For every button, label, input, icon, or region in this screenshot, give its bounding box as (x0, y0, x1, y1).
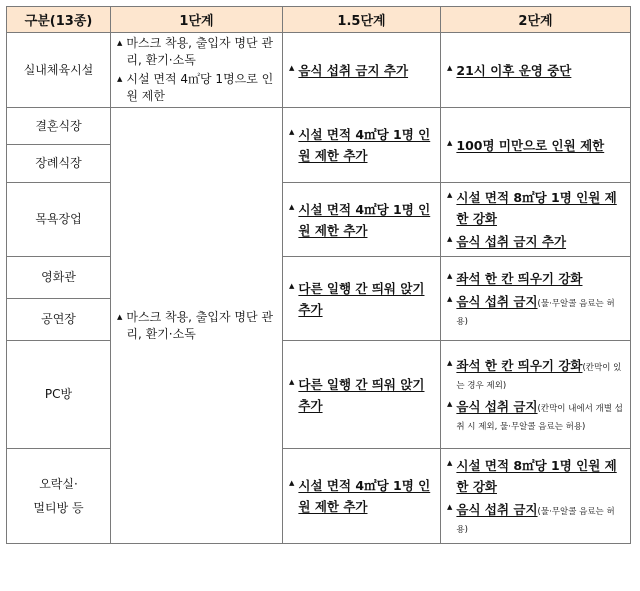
bullet-icon: ▲ (447, 191, 453, 199)
step2-wedding-funeral: ▲ 100명 미만으로 인원 제한 (441, 108, 631, 183)
step15-karaoke: ▲ 시설 면적 4㎡당 1명 인원 제한 추가 (283, 449, 441, 544)
bullet-icon: ▲ (447, 358, 453, 367)
step15-cinema-theater: ▲ 다른 일행 간 띄워 앉기 추가 (283, 257, 441, 341)
header-step15: 1.5단계 (283, 7, 441, 33)
step2-cinema-theater: ▲ 좌석 한 칸 띄우기 강화 ▲ 음식 섭취 금지(물·무알콜 음료는 허용) (441, 257, 631, 341)
bullet-icon: ▲ (289, 202, 295, 211)
header-row (7, 7, 631, 33)
step2-pcroom: ▲ 좌석 한 칸 띄우기 강화(칸막이 있는 경우 제외) ▲ 음식 섭취 금지(칸막이 내에서 개별 섭취 시 제외, 물·무알콜 음료는 허용) (441, 341, 631, 449)
table-row (7, 257, 631, 299)
step15-indoor-sports: ▲ 음식 섭취 금지 추가 (283, 33, 441, 108)
bullet-icon: ▲ (289, 377, 295, 386)
bullet-icon: ▲ (447, 399, 453, 408)
regulation-table-wrapper (6, 6, 630, 544)
category-funeral: 장례식장 (7, 145, 111, 183)
header-category: 구분(13종) (7, 7, 111, 33)
bullet-icon: ▲ (289, 281, 295, 290)
list-item: ▲ 마스크 착용, 출입자 명단 관리, 환기·소독 (117, 36, 273, 67)
bullet-icon: ▲ (117, 75, 123, 83)
bullet-icon: ▲ (117, 312, 123, 321)
step15-pcroom: ▲ 다른 일행 간 띄워 앉기 추가 (283, 341, 441, 449)
header-step2: 2단계 (441, 7, 631, 33)
bullet-icon: ▲ (289, 63, 295, 72)
bullet-icon: ▲ (447, 138, 453, 147)
table-row (7, 449, 631, 544)
bullet-icon: ▲ (447, 294, 453, 303)
category-wedding: 결혼식장 (7, 108, 111, 145)
step2-karaoke: ▲ 시설 면적 8㎡당 1명 인원 제한 강화 ▲ 음식 섭취 금지(물·무알콜 음료는 허용) (441, 449, 631, 544)
table-row (7, 341, 631, 449)
step15-bath: ▲ 시설 면적 4㎡당 1명 인원 제한 추가 (283, 183, 441, 257)
category-theater: 공연장 (7, 299, 111, 341)
category-cinema: 영화관 (7, 257, 111, 299)
bullet-icon: ▲ (447, 235, 453, 243)
list-item: ▲ 시설 면적 4㎡당 1명으로 인원 제한 (117, 72, 274, 103)
step2-bath: ▲ 시설 면적 8㎡당 1명 인원 제한 강화 ▲ 음식 섭취 금지 추가 (441, 183, 631, 257)
bullet-icon: ▲ (447, 63, 453, 72)
header-step1: 1단계 (111, 7, 283, 33)
step15-wedding-funeral: ▲ 시설 면적 4㎡당 1명 인원 제한 추가 (283, 108, 441, 183)
bullet-icon: ▲ (289, 128, 295, 136)
table-row (7, 108, 631, 145)
distancing-rules-table (6, 6, 631, 544)
table-row (7, 33, 631, 108)
table-row (7, 183, 631, 257)
category-indoor-sports: 실내체육시설 (7, 33, 111, 108)
step2-indoor-sports: ▲ 21시 이후 운영 중단 (441, 33, 631, 108)
category-pcroom: PC방 (7, 341, 111, 449)
bullet-icon: ▲ (289, 479, 295, 487)
category-karaoke: 오락실· 멀티방 등 (7, 449, 111, 544)
category-bath: 목욕장업 (7, 183, 111, 257)
step1-indoor-sports (111, 33, 283, 108)
bullet-icon: ▲ (117, 39, 123, 47)
bullet-icon: ▲ (447, 458, 453, 467)
step1-others: ▲ 마스크 착용, 출입자 명단 관리, 환기·소독 (111, 108, 283, 544)
bullet-icon: ▲ (447, 502, 453, 511)
bullet-icon: ▲ (447, 271, 453, 280)
